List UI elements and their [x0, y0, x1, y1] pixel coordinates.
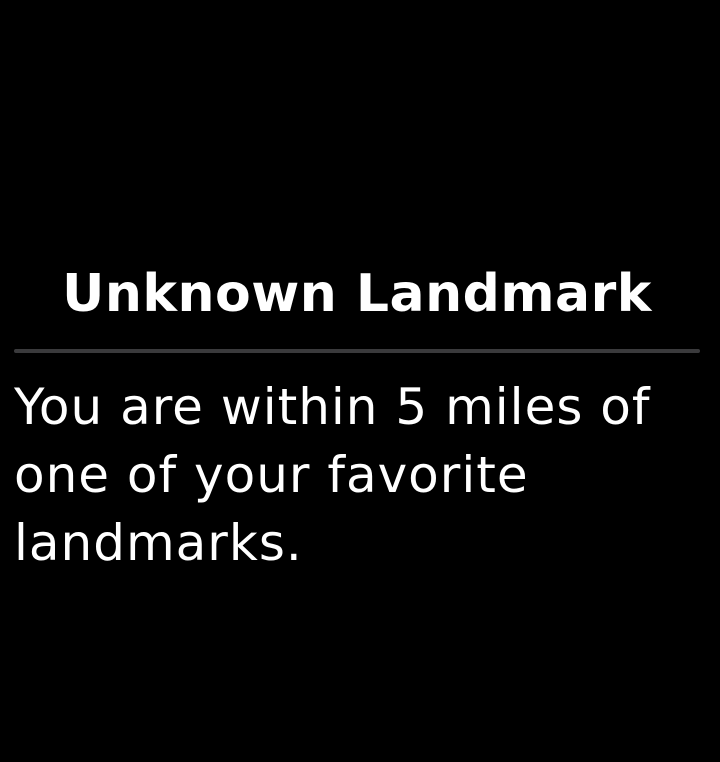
notification-title: Unknown Landmark — [62, 264, 652, 324]
notification-body: You are within 5 miles of one of your favorite landmarks. — [14, 378, 651, 572]
divider — [14, 349, 700, 353]
notification-card[interactable] — [14, 262, 700, 577]
